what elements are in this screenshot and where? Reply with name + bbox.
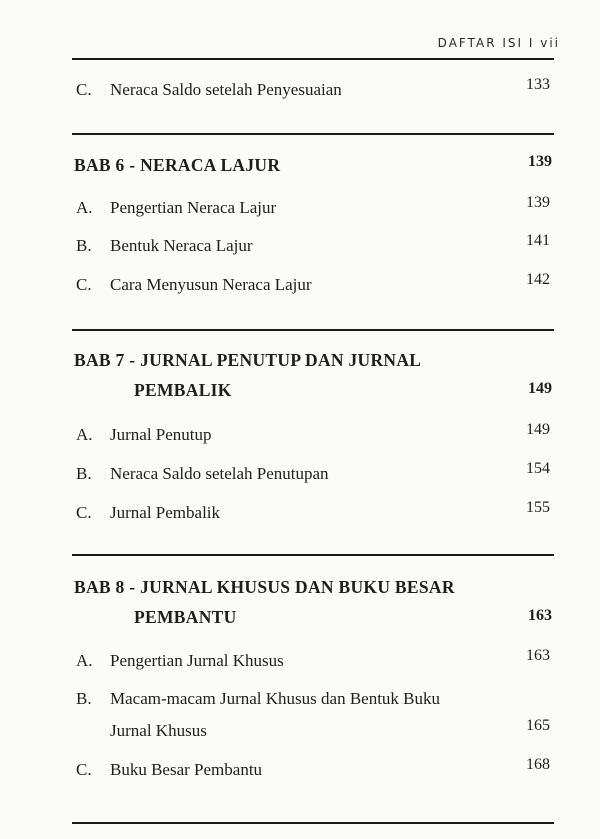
toc-entry[interactable] (76, 421, 554, 449)
entry-letter: A. (76, 651, 93, 670)
entry-letter: B. (76, 236, 92, 255)
chapter-rule (72, 329, 554, 331)
entry-title: Jurnal Penutup (110, 425, 212, 444)
entry-page: 168 (526, 756, 550, 773)
entry-title: Neraca Saldo setelah Penyesuaian (110, 80, 342, 99)
entry-page: 163 (526, 647, 550, 664)
entry-letter: C. (76, 275, 92, 294)
entry-page: 142 (526, 271, 550, 288)
entry-letter: A. (76, 425, 93, 444)
entry-title-line1: Macam-macam Jurnal Khusus dan Bentuk Buku (110, 689, 441, 708)
entry-letter: A. (76, 198, 93, 217)
chapter-title-line1: BAB 7 - JURNAL PENUTUP DAN JURNAL (74, 350, 422, 370)
chapter-page: 139 (528, 153, 552, 170)
entry-title: Buku Besar Pembantu (110, 760, 263, 779)
entry-letter: C. (76, 503, 92, 522)
entry-page: 141 (526, 232, 550, 249)
header-rule (72, 58, 554, 60)
toc-entry[interactable] (76, 756, 554, 784)
chapter-title-line2: PEMBANTU (134, 607, 237, 627)
entry-title: Cara Menyusun Neraca Lajur (110, 275, 312, 294)
toc-entry[interactable] (76, 232, 554, 260)
toc-entry[interactable] (76, 689, 554, 740)
entry-page: 139 (526, 194, 550, 211)
toc-entry[interactable] (76, 499, 554, 527)
entry-letter: B. (76, 464, 92, 483)
entry-letter: C. (76, 760, 92, 779)
running-head: DAFTAR ISI I vii (437, 36, 560, 50)
chapter-page: 163 (528, 607, 552, 624)
entry-letter: B. (76, 689, 92, 708)
entry-title: Pengertian Jurnal Khusus (110, 651, 284, 670)
chapter-page: 149 (528, 380, 552, 397)
toc-entry[interactable] (76, 460, 554, 488)
entry-title-line2: Jurnal Khusus (110, 721, 207, 740)
chapter-rule (72, 554, 554, 556)
entry-page: 155 (526, 499, 550, 516)
chapter-rule (72, 133, 554, 135)
toc-entry[interactable] (76, 76, 554, 104)
entry-letter: C. (76, 80, 92, 99)
chapter-title-line2: PEMBALIK (134, 380, 232, 400)
entry-title: Neraca Saldo setelah Penutupan (110, 464, 329, 483)
entry-title: Pengertian Neraca Lajur (110, 198, 277, 217)
toc-entry[interactable] (76, 194, 554, 222)
entry-page: 149 (526, 421, 550, 438)
toc-entry[interactable] (76, 271, 554, 299)
entry-title: Jurnal Pembalik (110, 503, 221, 522)
entry-page: 165 (526, 717, 550, 734)
chapter-title: BAB 6 - NERACA LAJUR (74, 155, 281, 175)
chapter-rule (72, 822, 554, 824)
entry-page: 154 (526, 460, 550, 477)
chapter-title-line1: BAB 8 - JURNAL KHUSUS DAN BUKU BESAR (74, 577, 455, 597)
entry-page: 133 (526, 76, 550, 93)
toc-entry[interactable] (76, 647, 554, 675)
entry-title: Bentuk Neraca Lajur (110, 236, 253, 255)
